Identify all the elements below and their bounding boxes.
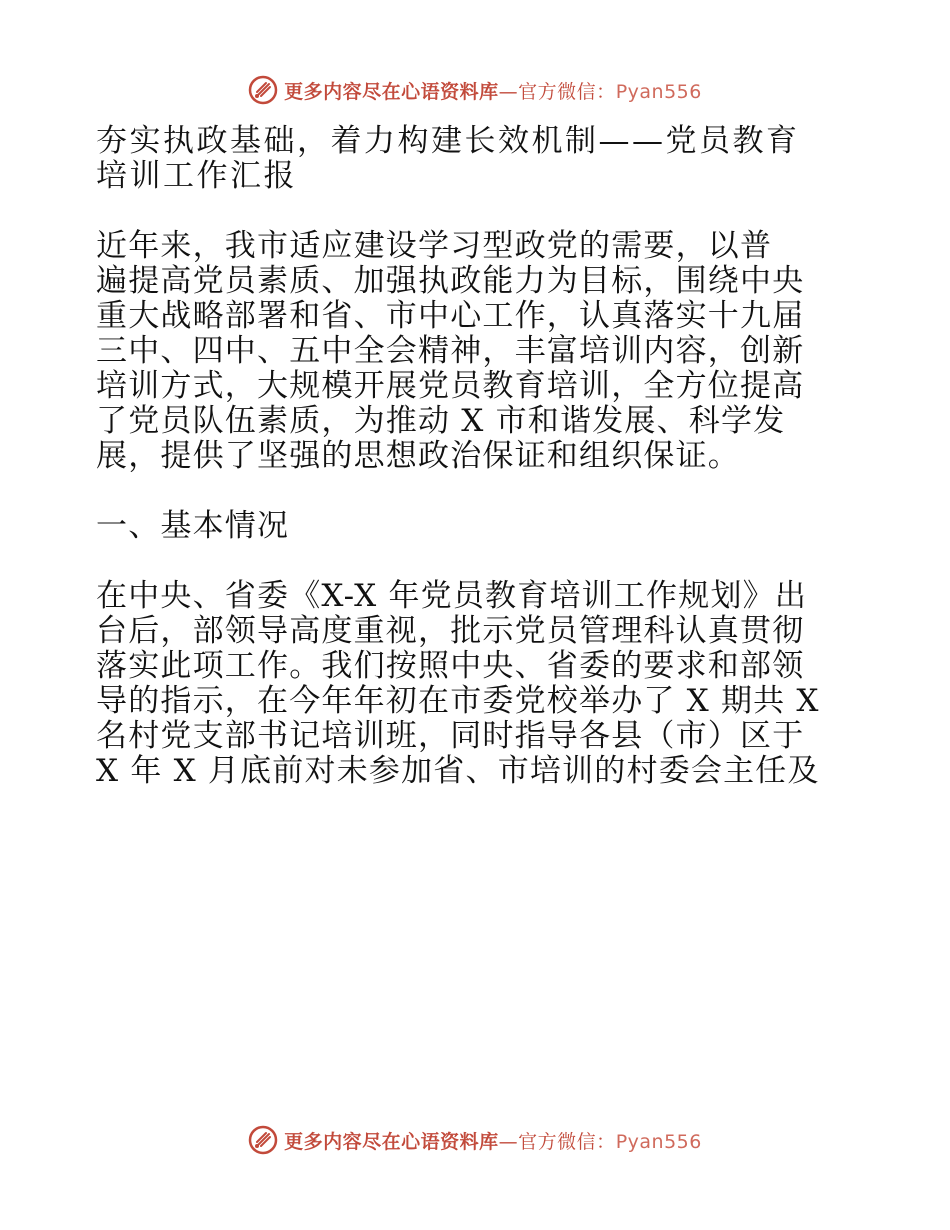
paragraph-line: 导的指示，在今年年初在市委党校举办了 X 期共 X [96,683,820,719]
title-line: 培训工作汇报 [96,158,297,194]
document-body [96,124,856,789]
quill-logo-icon [248,75,278,105]
paragraph-intro [96,229,856,474]
watermark-wechat-id: Pyan556 [615,80,702,103]
watermark-wechat-label: 官方微信： [518,1130,616,1153]
paragraph-basic-situation [96,579,856,789]
title-line: 夯实执政基础，着力构建长效机制——党员教育 [96,123,800,159]
watermark-wechat-id: Pyan556 [615,1130,702,1153]
watermark-main: 更多内容尽在心语资料库 [284,1130,499,1153]
paragraph-line: 近年来，我市适应建设学习型政党的需要，以普 [96,228,773,264]
paragraph-line: 了党员队伍素质，为推动 X 市和谐发展、科学发 [96,403,786,439]
paragraph-line: 展，提供了坚强的思想政治保证和组织保证。 [96,438,740,474]
paragraph-line: 重大战略部署和省、市中心工作，认真落实十九届 [96,298,805,334]
header-watermark-banner [0,70,950,110]
paragraph-line: 培训方式，大规模开展党员教育培训，全方位提高 [96,368,805,404]
paragraph-line: 台后，部领导高度重视，批示党员管理科认真贯彻 [96,613,805,649]
watermark-main: 更多内容尽在心语资料库 [284,80,499,103]
watermark-wechat-label: 官方微信： [518,80,616,103]
paragraph-line: 在中央、省委《X-X 年党员教育培训工作规划》出 [96,578,808,614]
watermark-text [284,77,702,104]
paragraph-line: 三中、四中、五中全会精神，丰富培训内容，创新 [96,333,805,369]
watermark-dash: — [498,80,519,103]
footer-watermark-banner [0,1120,950,1160]
document-title [96,124,856,194]
watermark-dash: — [498,1130,519,1153]
quill-logo-icon [248,1125,278,1155]
paragraph-line: 遍提高党员素质、加强执政能力为目标，围绕中央 [96,263,805,299]
paragraph-line: 名村党支部书记培训班，同时指导各县（市）区于 [96,718,805,754]
paragraph-line: X 年 X 月底前对未参加省、市培训的村委会主任及 [96,753,820,789]
watermark-text [284,1127,702,1154]
paragraph-line: 落实此项工作。我们按照中央、省委的要求和部领 [96,648,805,684]
section-heading: 一、基本情况 [96,508,290,544]
